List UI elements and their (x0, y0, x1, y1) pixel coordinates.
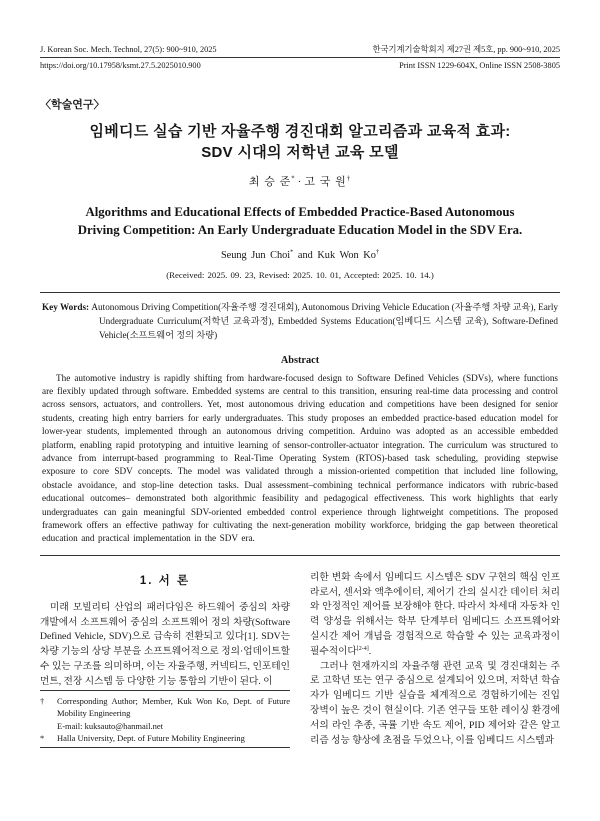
article-type-label: 〈학술연구〉 (40, 99, 105, 111)
footnote-email: E-mail: kuksauto@hanmail.net (57, 720, 164, 731)
journal-header-row-1 (40, 44, 560, 58)
intro-paragraph-left: 미래 모빌리티 산업의 패러다임은 하드웨어 중심의 차량 개발에서 소프트웨어 중심의 소프트웨어 정의 차량(Software Defined Vehicle, SDV)으로 급속히 전환되고 있다[1]. SDV는 차량 기능의 상당 부분을 소프트웨어적으로 정의·업데이트할 수 있는 구조를 의미하며, 이는 자율주행, 커넥티드, 인포테인먼트, 전장 시스템 등 다양한 기능 통합의 기반이 된다. 이 (40, 601, 290, 687)
author-ko-2: 고 국 원 (304, 176, 347, 188)
title-korean-line2: SDV 시대의 저학년 교육 모델 (201, 144, 399, 161)
author-conjunction: and (293, 250, 318, 261)
title-english-line1: Algorithms and Educational Effects of Embedded Practice-Based Autonomous (85, 205, 515, 219)
author-ko-1-mark: * (291, 175, 296, 183)
author-ko-1: 최 승 준 (248, 176, 292, 188)
title-korean-line1: 임베디드 실습 기반 자율주행 경진대회 알고리즘과 교육적 효과: (89, 123, 511, 140)
footnote-corresponding-text: Corresponding Author; Member, Kuk Won Ko, Dept. of Future Mobility Engineering (57, 695, 290, 719)
footnote-affiliation-text: Halla University, Dept. of Future Mobility Engineering (57, 733, 245, 744)
asterisk-mark: * (40, 733, 45, 744)
author-en-2: Kuk Won Ko (317, 250, 376, 261)
title-english (40, 204, 560, 239)
intro-paragraph-right-1-period: . (368, 645, 372, 657)
keywords (42, 300, 558, 343)
author-separator: · (297, 176, 303, 188)
keywords-label: Key Words: (42, 302, 92, 312)
author-footnote (40, 690, 290, 749)
intro-paragraph-right-2: 그러나 현재까지의 자율주행 관련 교육 및 경진대회는 주로 고학년 또는 연구 중심으로 설계되어 있으며, 저학년 학습자가 임베디드 기반 실습을 체계적으로 경험하기에는 진입 장벽이 높은 것이 현실이다. 기존 연구들 또한 레이싱 환경에서의 라인 추종, 곡률 기반 속도 제어, PID 제어와 같은 알고리즘 성능 향상에 초점을 두었으나, 이를 임베디드 시스템과 (310, 660, 560, 746)
title-english-line2: Driving Competition: An Early Undergraduate Education Model in the SDV Era. (77, 222, 523, 237)
intro-paragraph-right-1-text: 리한 변화 속에서 임베디드 시스템은 SDV 구현의 핵심 인프라로서, 센서와 액추에이터, 제어기 간의 실시간 데이터 처리와 안정적인 제어를 보장해야 한다. 따라서 차세대 자동차 인력 양성을 위해서는 학부 단계부터 임베디드 소프트웨어와 실시간 제어 개념을 경험적으로 학습할 수 있는 교육과정이 필수적이다 (310, 571, 560, 657)
keywords-abstract-block (40, 292, 560, 556)
author-en-1-mark: * (290, 248, 294, 256)
journal-header (40, 44, 560, 71)
journal-citation-en: J. Korean Soc. Mech. Technol, 27(5): 900~910, 2025 (40, 45, 217, 54)
issn-text: Print ISSN 1229-604X, Online ISSN 2508-3805 (399, 61, 560, 70)
author-ko-2-mark: † (346, 175, 352, 183)
journal-header-row-2 (40, 58, 560, 71)
abstract-text: The automotive industry is rapidly shifting from hardware-focused design to Software Defined Vehicles (SDVs), where functions are flexibly updated through software. Embedded systems are central to this transition, ensuring real-time data processing and control across sensors, actuators, and controllers. Yet, most autonomous driving education and competitions have been designed for senior students, creating high entry barriers for early undergraduates. This study proposes an embedded practice-based education model for lower-year students, implemented through an autonomous driving competition. Arduino was adopted as an accessible embedded platform, enabling rapid prototyping and intuitive learning of sensor-controller-actuator integration. The curriculum was structured to advance from interrupt-based programming to Real-Time Operating System (RTOS)-based task scheduling, providing stepwise exposure to core SDV concepts. The model was validated through a mission-oriented competition that included line following, obstacle avoidance, and stop-line detection tasks. Dual assessment–combining technical performance indicators with rubric-based educational outcomes– demonstrated both algorithmic feasibility and pedagogical effectiveness. This work highlights that early undergraduates can gain meaningful SDV-oriented embedded control experience through lightweight competitions. The proposed framework offers an effective pathway for cultivating the next-generation mobility workforce, bridging the gap between theoretical education and practical implementation in the SDV era. (42, 372, 558, 544)
title-korean (40, 121, 560, 163)
footnote-affiliation (40, 732, 290, 744)
doi-text: https://doi.org/10.17958/ksmt.27.5.2025010.900 (40, 61, 201, 70)
left-column (40, 571, 290, 749)
author-en-1: Seung Jun Choi (220, 250, 291, 261)
section-1-heading: 1. 서 론 (139, 574, 191, 587)
authors-english (40, 250, 560, 261)
intro-paragraph-right-1 (310, 571, 560, 660)
dagger-mark: † (40, 695, 45, 706)
right-column (310, 571, 560, 749)
review-history: (Received: 2025. 09. 23, Revised: 2025. 10. 01, Accepted: 2025. 10. 14.) (166, 270, 434, 280)
footnote-corresponding-author (40, 695, 290, 732)
journal-citation-ko: 한국기계기술학회지 제27권 제5호, pp. 900~910, 2025 (372, 45, 560, 54)
authors-korean (40, 173, 560, 189)
citation-2-4: [2-4] (356, 645, 369, 652)
author-en-2-mark: † (375, 248, 380, 256)
keywords-text: Autonomous Driving Competition(자율주행 경진대회), Autonomous Driving Vehicle Education (자율주행 차량 교육), Early Undergraduate Curriculum(저학년 교육과정), Embedded Systems Education(임베디드 시스템 교육), Software-Defined Vehicle(소프트웨어 정의 차량) (91, 302, 558, 341)
abstract-heading: Abstract (280, 354, 320, 366)
body-columns (40, 571, 560, 749)
